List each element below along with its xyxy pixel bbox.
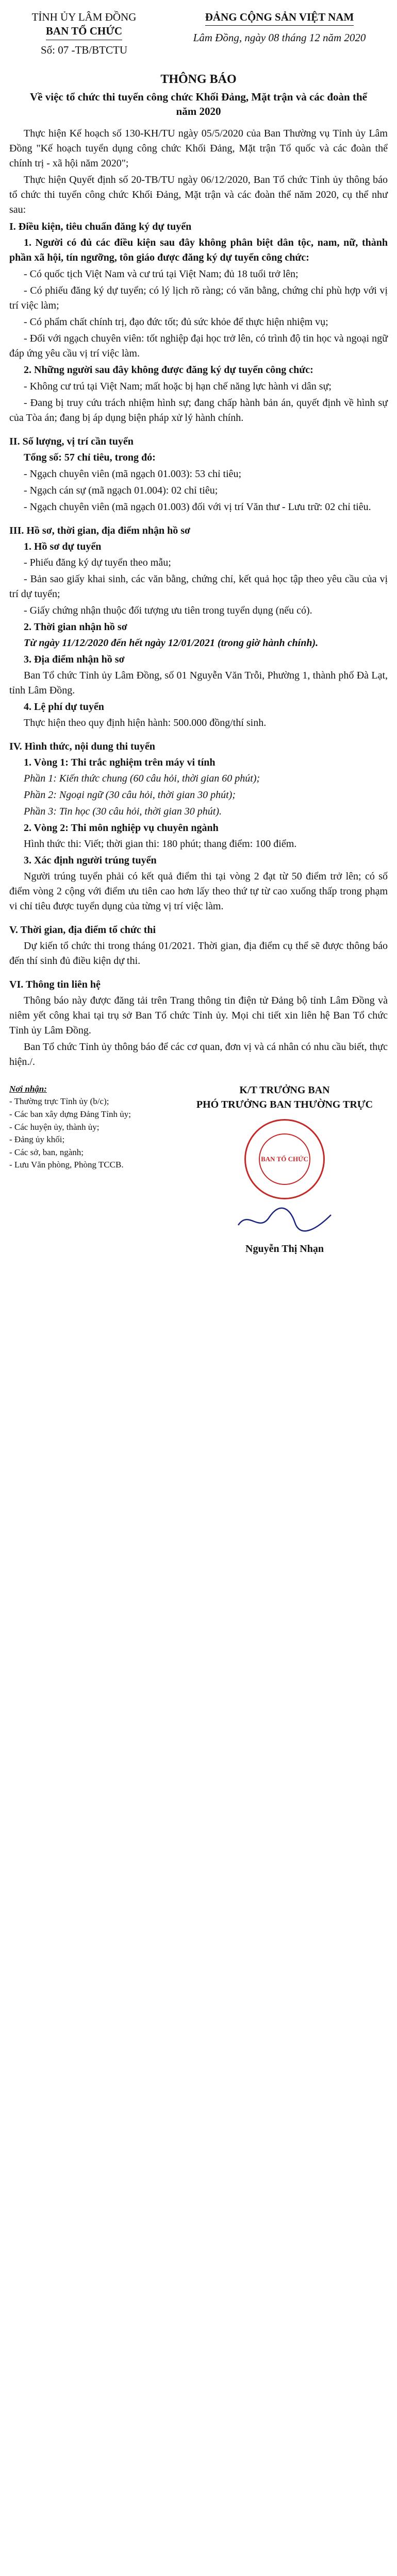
party-name: ĐẢNG CỘNG SẢN VIỆT NAM xyxy=(171,10,388,26)
clause-item: Từ ngày 11/12/2020 đến hết ngày 12/01/2021 (trong giờ hành chính). xyxy=(24,637,319,649)
clause-heading: 2. Vòng 2: Thi môn nghiệp vụ chuyên ngành xyxy=(24,822,219,834)
clause-item: Thông báo này được đăng tải trên Trang thông tin điện tử Đảng bộ tỉnh Lâm Đồng và niêm yết công khai tại trụ sở Ban Tổ chức Tỉnh ủy. Mọi chi tiết xin liên hệ Ban Tổ chức Tỉnh ủy Lâm Đồng. xyxy=(9,994,388,1036)
section-heading: II. Số lượng, vị trí cần tuyển xyxy=(9,435,134,447)
section-heading: V. Thời gian, địa điểm tổ chức thi xyxy=(9,924,156,936)
clause-item: Phần 3: Tin học (30 câu hỏi, thời gian 30 phút). xyxy=(24,805,222,817)
issuer-org: TỈNH ỦY LÂM ĐỒNG xyxy=(31,11,137,23)
closing-paragraph: Ban Tổ chức Tỉnh ủy thông báo để các cơ quan, đơn vị và cá nhân có nhu cầu biết, thực hiện./. xyxy=(9,1041,388,1067)
recipient-item: - Các ban xây dựng Đảng Tỉnh ủy; xyxy=(9,1109,131,1119)
section-heading: VI. Thông tin liên hệ xyxy=(9,978,101,990)
clause-item: Hình thức thi: Viết; thời gian thi: 180 phút; thang điểm: 100 điểm. xyxy=(24,838,297,850)
stamp-text: BAN TỔ CHỨC xyxy=(259,1133,310,1185)
quota-total: Tổng số: 57 chỉ tiêu, trong đó: xyxy=(24,451,156,463)
document-body xyxy=(9,126,388,1070)
clause-heading: 3. Xác định người trúng tuyển xyxy=(24,854,157,866)
clause-heading: 1. Hồ sơ dự tuyển xyxy=(24,540,102,552)
clause-item: - Đang bị truy cứu trách nhiệm hình sự; đang chấp hành bản án, quyết định về hình sự của Tòa án; đang bị áp dụng biện pháp xử lý hành chính. xyxy=(9,397,388,423)
clause-heading: 2. Thời gian nhận hồ sơ xyxy=(24,621,127,633)
recipient-item: - Các sở, ban, ngành; xyxy=(9,1147,84,1157)
clause-item: Ban Tổ chức Tỉnh ủy Lâm Đồng, số 01 Nguyễn Văn Trỗi, Phường 1, thành phố Đà Lạt, tỉnh Lâm Đồng. xyxy=(9,669,388,696)
document-page xyxy=(9,10,388,1256)
clause-item: - Có quốc tịch Việt Nam và cư trú tại Việt Nam; đủ 18 tuổi trở lên; xyxy=(24,268,299,280)
section-heading: I. Điều kiện, tiêu chuẩn đăng ký dự tuyển xyxy=(9,221,192,232)
clause-item: - Có phiếu đăng ký dự tuyển; có lý lịch rõ ràng; có văn bằng, chứng chỉ phù hợp với vị trí việc làm; xyxy=(9,284,388,311)
section-heading: IV. Hình thức, nội dung thi tuyển xyxy=(9,740,155,752)
party-block xyxy=(171,10,388,57)
recipient-item: - Các huyện ủy, thành ủy; xyxy=(9,1122,100,1132)
official-stamp xyxy=(244,1119,325,1199)
quota-item: - Ngạch chuyên viên (mã ngạch 01.003): 53 chỉ tiêu; xyxy=(24,468,242,480)
recipients-block xyxy=(9,1083,164,1256)
clause-item: Phần 2: Ngoại ngữ (30 câu hỏi, thời gian 30 phút); xyxy=(24,789,236,801)
clause-heading: 4. Lệ phí dự tuyển xyxy=(24,701,104,713)
clause-item: - Phiếu đăng ký dự tuyển theo mẫu; xyxy=(24,556,171,568)
quota-item: - Ngạch cán sự (mã ngạch 01.004): 02 chỉ tiêu; xyxy=(24,484,218,496)
handwritten-signature xyxy=(228,1205,341,1235)
issuer-dept: BAN TỔ CHỨC xyxy=(9,24,159,40)
place-date: Lâm Đồng, ngày 08 tháng 12 năm 2020 xyxy=(193,31,366,44)
clause-item: - Có phẩm chất chính trị, đạo đức tốt; đủ sức khỏe để thực hiện nhiệm vụ; xyxy=(24,316,328,328)
document-footer xyxy=(9,1083,388,1256)
recipient-item: - Lưu Văn phòng, Phòng TCCB. xyxy=(9,1160,124,1170)
clause-heading: 2. Những người sau đây không được đăng ký dự tuyển công chức: xyxy=(24,364,313,376)
recipients-title: Nơi nhận: xyxy=(9,1083,47,1094)
clause-item: Dự kiến tổ chức thi trong tháng 01/2021. Thời gian, địa điểm cụ thể sẽ được thông báo đến thí sinh đủ điều kiện dự thi. xyxy=(9,940,388,967)
recipient-item: - Thường trực Tỉnh ủy (b/c); xyxy=(9,1096,109,1107)
doc-subtitle: Về việc tổ chức thi tuyển công chức Khối Đảng, Mặt trận và các đoàn thể năm 2020 xyxy=(30,90,367,118)
clause-item: Phần 1: Kiến thức chung (60 câu hỏi, thời gian 60 phút); xyxy=(24,772,260,784)
signer-name: Nguyễn Thị Nhạn xyxy=(245,1243,324,1255)
intro-paragraph: Thực hiện Quyết định số 20-TB/TU ngày 06/12/2020, Ban Tổ chức Tỉnh ủy thông báo tổ chức thi tuyển công chức Khối Đảng, Mặt trận và các đoàn thể năm 2020, cụ thể như sau: xyxy=(9,174,388,215)
intro-paragraph: Thực hiện Kế hoạch số 130-KH/TU ngày 05/5/2020 của Ban Thường vụ Tỉnh ủy Lâm Đồng "Kế hoạch tuyển dụng công chức Khối Đảng, Mặt trận Tổ quốc và các đoàn thể chính trị - xã hội năm 2020"; xyxy=(9,127,388,169)
clause-item: - Giấy chứng nhận thuộc đối tượng ưu tiên trong tuyển dụng (nếu có). xyxy=(24,604,312,616)
clause-item: Người trúng tuyển phải có kết quả điểm thi tại vòng 2 đạt từ 50 điểm trở lên; có số điểm vòng 2 cộng với điểm ưu tiên cao hơn lấy theo thứ tự từ cao xuống thấp trong phạm vi chỉ tiêu được tuyển dụng của từng vị trí việc làm. xyxy=(9,870,388,912)
document-header xyxy=(9,10,388,57)
issuer-block xyxy=(9,10,159,57)
doc-number: Số: 07 -TB/BTCTU xyxy=(40,43,127,56)
clause-item: - Đối với ngạch chuyên viên: tốt nghiệp đại học trở lên, có trình độ tin học và ngoại ngữ đáp ứng yêu cầu vị trí việc làm. xyxy=(9,332,388,359)
quota-item: - Ngạch chuyên viên (mã ngạch 01.003) đối với vị trí Văn thư - Lưu trữ: 02 chỉ tiêu. xyxy=(24,501,371,513)
sign-subtitle: PHÓ TRƯỞNG BAN THƯỜNG TRỰC xyxy=(196,1098,373,1110)
clause-item: - Không cư trú tại Việt Nam; mất hoặc bị hạn chế năng lực hành vi dân sự; xyxy=(24,380,332,392)
signature-block xyxy=(181,1083,388,1256)
clause-heading: 3. Địa điểm nhận hồ sơ xyxy=(24,653,125,665)
clause-heading: 1. Người có đủ các điều kiện sau đây không phân biệt dân tộc, nam, nữ, thành phần xã hội, tín ngưỡng, tôn giáo được đăng ký dự tuyển công chức: xyxy=(9,236,388,263)
doc-title: THÔNG BÁO xyxy=(160,72,237,86)
clause-item: - Bản sao giấy khai sinh, các văn bằng, chứng chỉ, kết quả học tập theo yêu cầu của vị trí dự tuyển; xyxy=(9,573,388,600)
recipient-item: - Đảng ủy khối; xyxy=(9,1134,65,1145)
clause-heading: 1. Vòng 1: Thi trắc nghiệm trên máy vi tính xyxy=(24,756,216,768)
sign-title: K/T TRƯỞNG BAN xyxy=(239,1084,330,1096)
clause-item: Thực hiện theo quy định hiện hành: 500.000 đồng/thí sinh. xyxy=(24,717,267,728)
section-heading: III. Hồ sơ, thời gian, địa điểm nhận hồ sơ xyxy=(9,524,191,536)
